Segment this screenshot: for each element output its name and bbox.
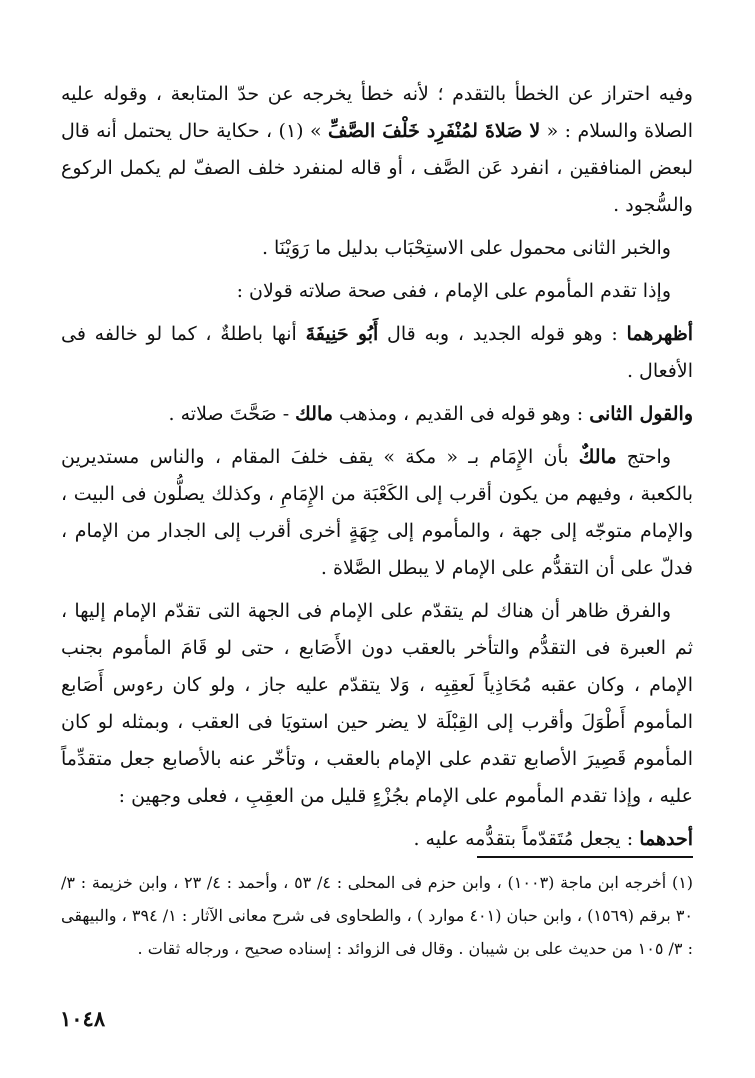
text-run: واحتج <box>616 446 671 468</box>
bold-text-run: مالك <box>295 403 333 425</box>
text-run: : وهو قوله فى القديم ، ومذهب <box>332 403 590 425</box>
paragraph-p1 <box>61 76 693 224</box>
bold-text-run: أَبُو حَنِيفَةَ <box>305 323 379 345</box>
paragraph-p3 <box>61 273 693 310</box>
page-number: ١٠٤٨ <box>60 1006 106 1031</box>
text-run: والفرق ظاهر أن هناك لم يتقدّم على الإمام فى الجهة التى تقدّم الإمام إليها ، ثم العبرة فى التقدُّم والتأخر بالعقب دون الأَصَابع ، حتى لو قَامَ المأموم بجنب الإمام ، وكان عقبه مُحَاذِياً لَعقِبِه ، وَلا يتقدّم عليه جاز ، ولو كان رءوس أَصَابع المأموم أَطْوَلَ وأقرب إلى القِبْلَة لا يضر حين استويَا فى العقب ، وبمثله لو كان المأموم قَصِيرَ الأصابع تقدم على الإمام بالعقب ، وتأخّر عنه بالأصابع جعل متقدِّماً عليه ، وإذا تقدم المأموم على الإمام بجُزْءٍ قليل من العقِبِ ، فعلى وجهين : <box>61 600 693 807</box>
bold-text-run: أظهرهما <box>626 323 693 345</box>
paragraph-p5 <box>61 396 693 433</box>
paragraph-p8 <box>61 821 693 858</box>
text-run: والخبر الثانى محمول على الاستِحْبَاب بدليل ما رَوَيْنَا . <box>261 237 671 259</box>
text-run: - صَحَّتَ صلاته . <box>168 403 296 425</box>
footnote-divider <box>477 856 693 858</box>
text-run: » (١) ، حكاية حال يحتمل أنه قال لبعض المنافقين ، انفرد عَن الصَّف ، أو قاله لمنفرد خلف الصفّ لم يكمل الركوع والسُّجود . <box>61 120 693 216</box>
footnote-1: (١) أخرجه ابن ماجة (١٠٠٣) ، وابن حزم فى المحلى : ٤/ ٥٣ ، وأحمد : ٤/ ٢٣ ، وابن خزيمة : ٣/ ٣٠ برقم (١٥٦٩) ، وابن حبان (٤٠١ موارد ) ، والطحاوى فى شرح معانى الآثار : ١/ ٣٩٤ ، والبيهقى : ٣/ ١٠٥ من حديث على بن شيبان . وقال فى الزوائد : إسناده صحيح ، ورجاله ثقات . <box>61 873 694 958</box>
bold-text-run: أحدهما <box>639 828 693 850</box>
paragraph-p7 <box>61 593 693 815</box>
bold-text-run: والقول الثانى <box>589 403 693 425</box>
text-run: أنها باطلةٌ ، كما لو خالفه فى الأفعال . <box>61 323 693 382</box>
footnotes <box>61 866 693 965</box>
text-run: وفيه احتراز عن الخطأ بالتقدم ؛ لأنه خطأ يخرجه عن حدّ المتابعة ، وقوله عليه الصلاة والسلام : « <box>61 83 693 142</box>
bold-text-run: لا صَلاةَ لمُنْفَرِد خَلْفَ الصَّفِّ <box>328 120 541 142</box>
paragraph-p6 <box>61 439 693 587</box>
text-run: وإذا تقدم المأموم على الإمام ، ففى صحة صلاته قولان : <box>236 280 671 302</box>
paragraph-p2 <box>61 230 693 267</box>
text-run: : يجعل مُتَقدّماً بتقدُّمه عليه . <box>413 828 640 850</box>
main-text <box>61 76 693 864</box>
bold-text-run: مالكٌ <box>578 446 617 468</box>
text-run: : وهو قوله الجديد ، وبه قال <box>378 323 627 345</box>
paragraph-p4 <box>61 316 693 390</box>
text-run: بأن الإِمَام بـ « مكة » يقف خلفَ المقام ، والناس مستديرين بالكعبة ، وفيهم من يكون أقرب إلى الكَعْبَة من الإِمَامِ ، وكذلك يصلُّون فى البيت ، والإمام متوجّه إلى جهة ، والمأموم إلى جِهَةٍ أخرى أقرب إلى الجدار من الإمام ، فدلّ على أن التقدُّم على الإمام لا يبطل الصَّلاة . <box>61 446 693 579</box>
